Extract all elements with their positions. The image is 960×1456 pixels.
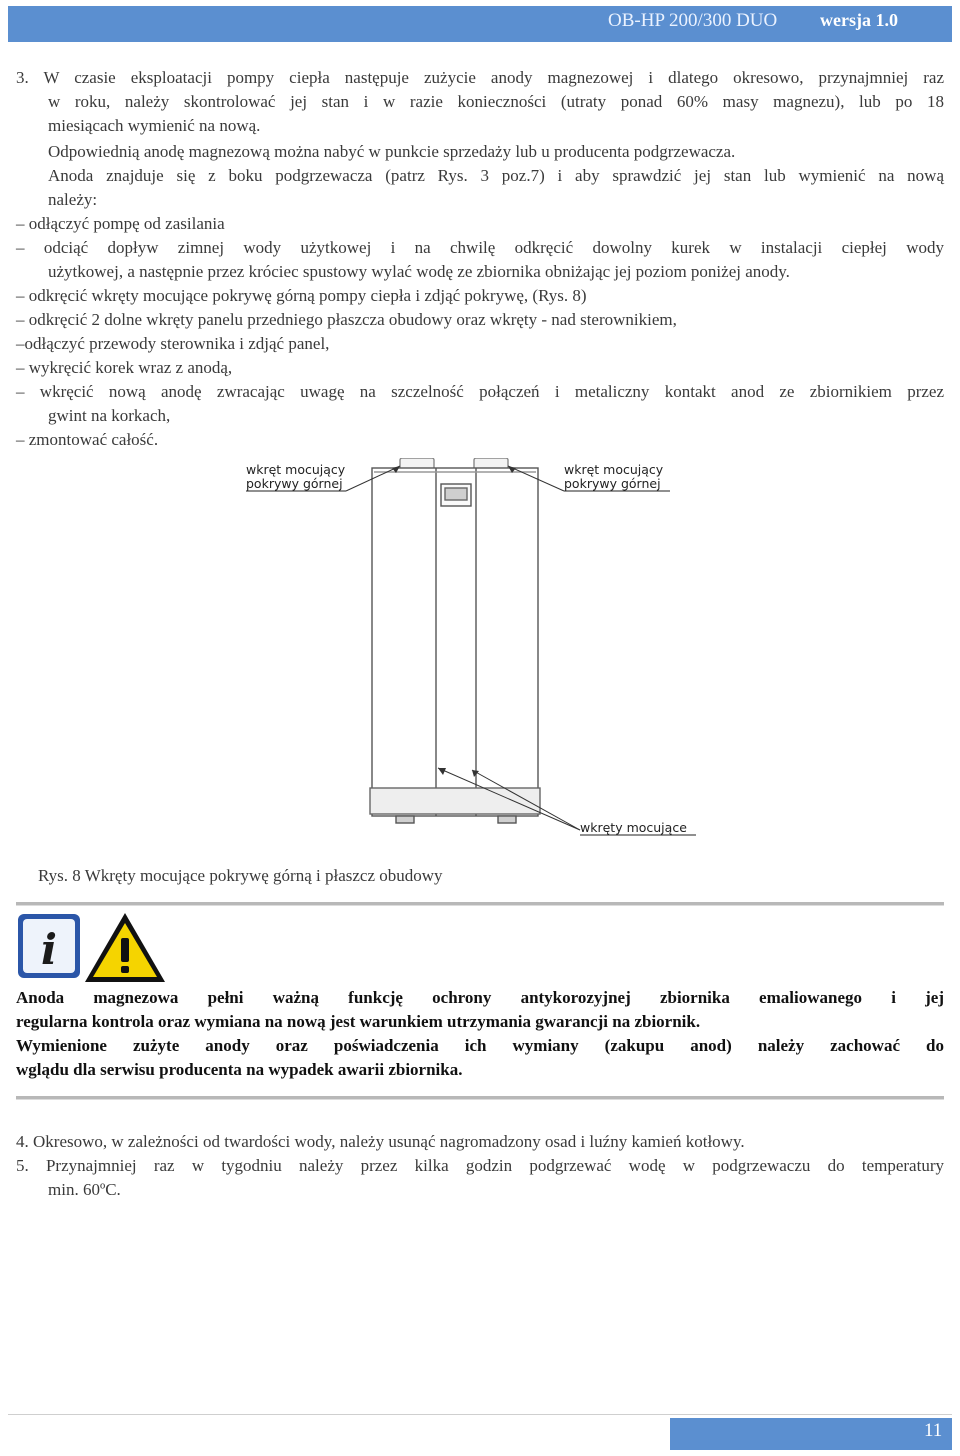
callout-top-right-1: wkręt mocujący [564, 462, 664, 477]
section3-line: 3. W czasie eksploatacji pompy ciepła następuje zużycie anody magnezowej i dlatego okresowo, przynajmniej raz [16, 68, 944, 87]
step-item: – odciąć dopływ zimnej wody użytkowej i na chwilę odkręcić dowolny kurek w instalacji ciepłej wody [16, 238, 944, 257]
footer-line [8, 1414, 952, 1415]
figure-caption: Rys. 8 Wkręty mocujące pokrywę górną i płaszcz obudowy [38, 866, 443, 885]
info-icon [16, 912, 82, 980]
section3-line: należy: [48, 190, 98, 209]
callout-top-left-2: pokrywy górnej [246, 476, 343, 491]
section3-line: Anoda znajduje się z boku podgrzewacza (patrz Rys. 3 poz.7) i aby sprawdzić jej stan lub wymienić na nową [48, 166, 944, 185]
section3-line: miesiącach wymienić na nową. [48, 116, 261, 135]
section5-line: min. 60ºC. [48, 1180, 121, 1199]
step-item: użytkowej, a następnie przez króciec spustowy wylać wodę ze zbiornika obniżając jej poziom poniżej anody. [48, 262, 790, 281]
step-item: gwint na korkach, [48, 406, 171, 425]
warning-line: Anoda magnezowa pełni ważną funkcję ochrony antykorozyjnej zbiornika emaliowanego i jej [16, 988, 944, 1007]
step-item: –odłączyć przewody sterownika i zdjąć panel, [16, 334, 330, 353]
callout-top-right-2: pokrywy górnej [564, 476, 661, 491]
warning-line: regularna kontrola oraz wymiana na nową jest warunkiem utrzymania gwarancji na zbiornik. [16, 1012, 701, 1031]
step-item: – odkręcić 2 dolne wkręty panelu przedniego płaszcza obudowy oraz wkręty - nad sterownikiem, [16, 310, 677, 329]
warning-line: Wymienione zużyte anody oraz poświadczenia ich wymiany (zakupu anod) należy zachować do [16, 1036, 944, 1055]
page-number: 11 [924, 1420, 943, 1441]
section3-line: Odpowiednią anodę magnezową można nabyć w punkcie sprzedaży lub u producenta podgrzewacza. [48, 142, 736, 161]
warning-line: wglądu dla serwisu producenta na wypadek awarii zbiornika. [16, 1060, 463, 1079]
svg-text:i: i [41, 925, 57, 974]
heat-pump-drawing [240, 458, 710, 840]
step-item: – zmontować całość. [16, 430, 159, 449]
callout-bottom: wkręty mocujące [580, 820, 687, 835]
warning-icon [82, 910, 168, 986]
document-title: OB-HP 200/300 DUO [608, 10, 778, 31]
divider-bottom [16, 1096, 944, 1100]
step-item: – wkręcić nową anodę zwracając uwagę na szczelność połączeń i metaliczny kontakt anod ze zbiornikiem przez [16, 382, 944, 401]
section3-line: w roku, należy skontrolować jej stan i w razie konieczności (utraty ponad 60% masy magnezu), lub po 18 [48, 92, 944, 111]
step-item: – odkręcić wkręty mocujące pokrywę górną pompy ciepła i zdjąć pokrywę, (Rys. 8) [16, 286, 587, 305]
document-version: wersja 1.0 [820, 10, 898, 30]
callout-top-left-1: wkręt mocujący [246, 462, 346, 477]
footer-bar [670, 1418, 952, 1450]
step-item: – wykręcić korek wraz z anodą, [16, 358, 233, 377]
section5-line: 5. Przynajmniej raz w tygodniu należy przez kilka godzin podgrzewać wodę w podgrzewaczu do temperatury [16, 1156, 944, 1175]
section4-text: 4. Okresowo, w zależności od twardości wody, należy usunąć nagromadzony osad i luźny kamień kotłowy. [16, 1132, 745, 1151]
header-bar [8, 6, 952, 42]
divider-top [16, 902, 944, 906]
step-item: – odłączyć pompę od zasilania [16, 214, 225, 233]
